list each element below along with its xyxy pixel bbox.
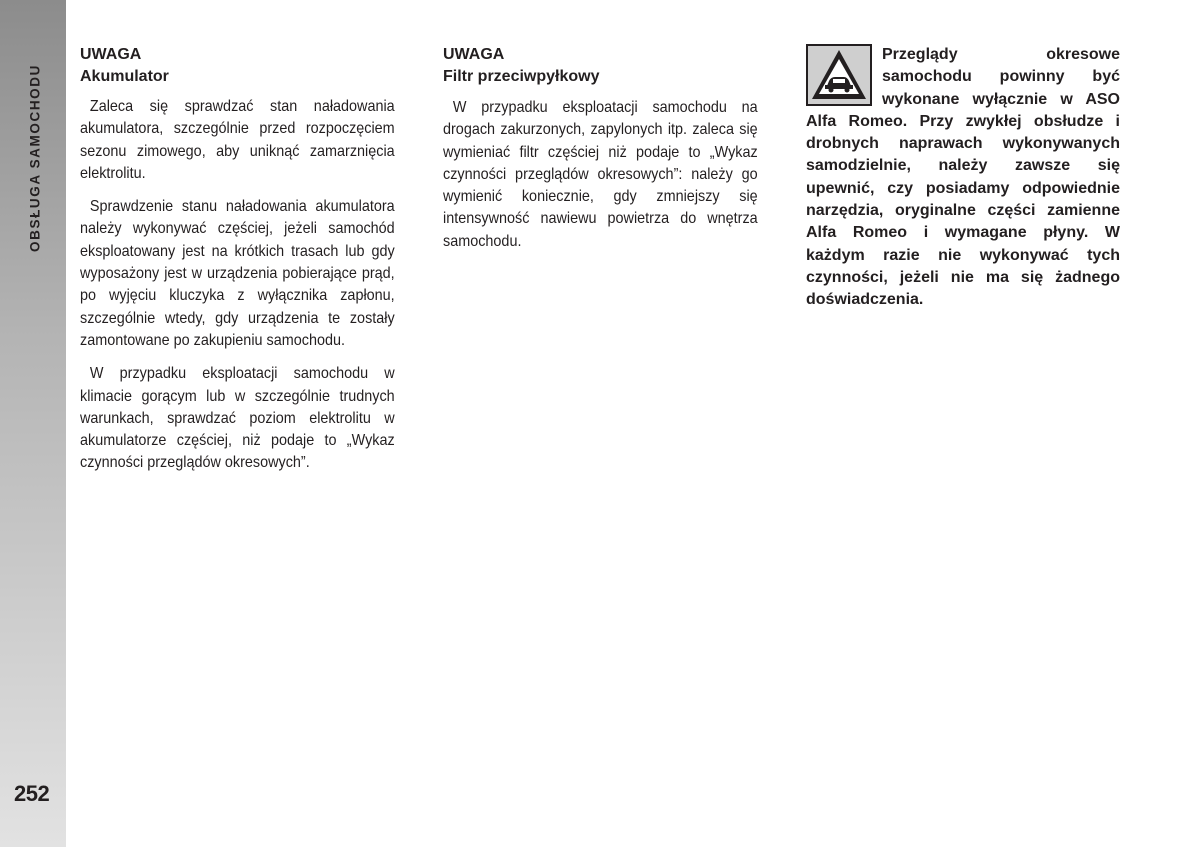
paragraph: Zaleca się sprawdzać stan naładowania akumulatora, szczególnie przed rozpoczęciem sezonu zimowego, aby uniknąć zamarznięcia elektrolitu. [80,98,395,182]
column-pollen-filter [443,44,758,253]
warning-text: Przeglądy okresowe samochodu powinny być wykonane wyłącznie w ASO Alfa Romeo. Przy zwykłej obsłudze i drobnych naprawach wykonywanych samodzielnie, należy zawsze się upewnić, czy posiadamy odpowiednie narzędzia, oryginalne części zamienne Alfa Romeo i wymagane płyny. W każdym razie nie wykonywać tych czynności, jeżeli nie ma się żadnego doświadczenia. [806,46,1120,309]
warning-heading: UWAGA [80,46,142,63]
paragraph: Sprawdzenie stanu naładowania akumulatora należy wykonywać częściej, jeżeli samochód eksploatowany jest na krótkich trasach lub gdy wyposażony jest w urządzenia pobierające prąd, po wyjęciu kluczyka z wyłącznika zapłonu, szczególnie wtedy, gdy urządzenia te zostały zamontowane po zakupieniu samochodu. [80,198,395,349]
paragraph: W przypadku eksploatacji samochodu na drogach zakurzonych, zapylonych itp. zaleca się wymieniać filtr częściej niż podaje to „Wykaz czynności przeglądów okresowych”: należy go wymienić koniecznie, gdy zmniejszy się intensywność nawiewu powietrza do wnętrza samochodu. [443,99,758,250]
page-number: 252 [14,781,50,806]
side-bar [0,0,66,847]
paragraph: W przypadku eksploatacji samochodu w klimacie gorącym lub w szczególnie trudnych warunkach, sprawdzać poziom elektrolitu w akumulatorze częściej, niż podaje to „Wykaz czynności przeglądów okresowych”. [80,365,395,472]
warning-heading: UWAGA [443,46,505,63]
section-heading-battery: Akumulator [80,68,169,85]
car-warning-triangle-icon [806,44,872,106]
column-warning [806,44,1120,312]
section-heading-filter: Filtr przeciwpyłkowy [443,68,600,85]
section-label: OBSŁUGA SAMOCHODU [27,64,43,252]
column-battery [80,44,395,475]
